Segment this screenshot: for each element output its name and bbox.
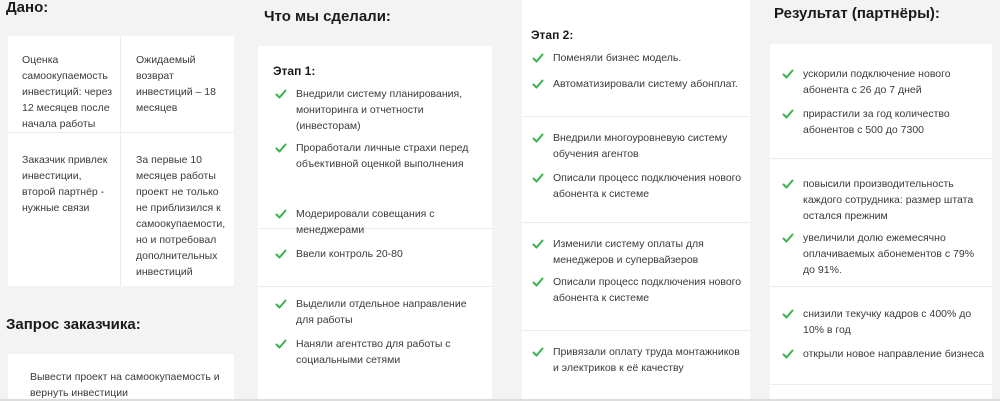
check-icon [275,338,287,350]
check-icon [275,142,287,154]
stage1-item-6 [275,336,487,368]
stage2-item-6 [532,274,746,306]
stage2-item-5 [532,236,746,268]
results-item-3 [782,176,988,224]
stage1-item-text: Проработали личные страхи перед объективной оценкой выполнения [296,142,469,170]
given-cell-3: Заказчик привлек инвестиции, второй партнёр - нужные связи [22,154,108,214]
results-title: Результат (партнёры): [774,5,940,22]
check-icon [275,248,287,260]
stage2-card [522,0,750,401]
stage2-item-text: Автоматизировали систему абонплат. [553,78,738,90]
given-cell-1: Оценка самоокупаемость инвестиций: через 12 месяцев после начала работы [22,54,113,130]
check-icon [782,108,794,120]
check-icon [782,232,794,244]
stage2-item-4 [532,170,746,202]
stage2-title: Этап 2: [531,28,574,42]
results-item-2 [782,106,988,138]
stage2-item-3 [532,130,746,162]
given-cell-4: За первые 10 месяцев работы проект не только не приблизился к самоокупаемости, но и потребовал дополнительных инвестиций [136,154,226,278]
results-item-text: увеличили долю ежемесячно оплачиваемых абонементов с 79% до 91%. [803,232,975,276]
results-item-text: ускорили подключение нового абонента с 26 до 7 дней [803,68,951,96]
stage1-item-text: Наняли агентство для работы с социальными сетями [296,338,451,366]
stage2-item-7 [532,344,746,376]
check-icon [275,88,287,100]
stage2-item-text: Привязали оплату труда монтажников и электриков к её качеству [553,346,740,374]
stage2-item-text: Описали процесс подключения нового абонента к системе [553,172,742,200]
results-item-6 [782,346,988,362]
stage1-title: Этап 1: [273,64,316,78]
stage2-item-1 [532,50,746,66]
given-card [8,36,234,286]
request-card [8,354,234,401]
results-item-text: открыли новое направление бизнеса [803,348,985,360]
stage1-item-text: Модерировали совещания с менеджерами [296,208,435,236]
stage2-item-text: Изменили систему оплаты для менеджеров и супервайзеров [553,238,704,266]
stage1-card [258,46,492,401]
stage1-item-3 [275,206,487,238]
check-icon [782,348,794,360]
results-card [770,44,992,401]
results-item-text: повысили производительность каждого сотрудника: размер штата остался прежним [803,178,974,222]
check-icon [532,346,544,358]
check-icon [275,208,287,220]
results-item-5 [782,306,988,338]
results-item-4 [782,230,988,278]
stage2-item-text: Поменяли бизнес модель. [553,52,682,64]
stage1-item-4 [275,246,487,262]
stage2-item-2 [532,76,746,92]
check-icon [532,172,544,184]
stage1-item-5 [275,296,487,328]
check-icon [532,238,544,250]
check-icon [532,276,544,288]
stage2-item-text: Описали процесс подключения нового абонента к системе [553,276,742,304]
done-title: Что мы сделали: [264,8,391,25]
check-icon [275,298,287,310]
check-icon [782,308,794,320]
request-title: Запрос заказчика: [6,316,141,333]
request-text: Вывести проект на самоокупаемость и вернуть инвестиции [30,371,220,399]
check-icon [532,132,544,144]
given-title: Дано: [6,0,49,16]
stage2-item-text: Внедрили многоуровневую систему обучения агентов [553,132,728,160]
stage1-item-text: Выделили отдельное направление для работы [296,298,467,326]
given-cell-2: Ожидаемый возврат инвестиций – 18 месяцев [136,54,216,114]
check-icon [532,78,544,90]
stage1-item-text: Ввели контроль 20-80 [296,248,403,260]
results-item-text: снизили текучку кадров с 400% до 10% в год [803,308,972,336]
check-icon [782,68,794,80]
results-item-1 [782,66,988,98]
stage1-item-2 [275,140,487,172]
stage1-item-1 [275,86,487,134]
results-item-text: прирастили за год количество абонентов с 500 до 7300 [803,108,950,136]
check-icon [782,178,794,190]
check-icon [532,52,544,64]
stage1-item-text: Внедрили систему планирования, мониторинга и отчетности (инвесторам) [296,88,463,132]
